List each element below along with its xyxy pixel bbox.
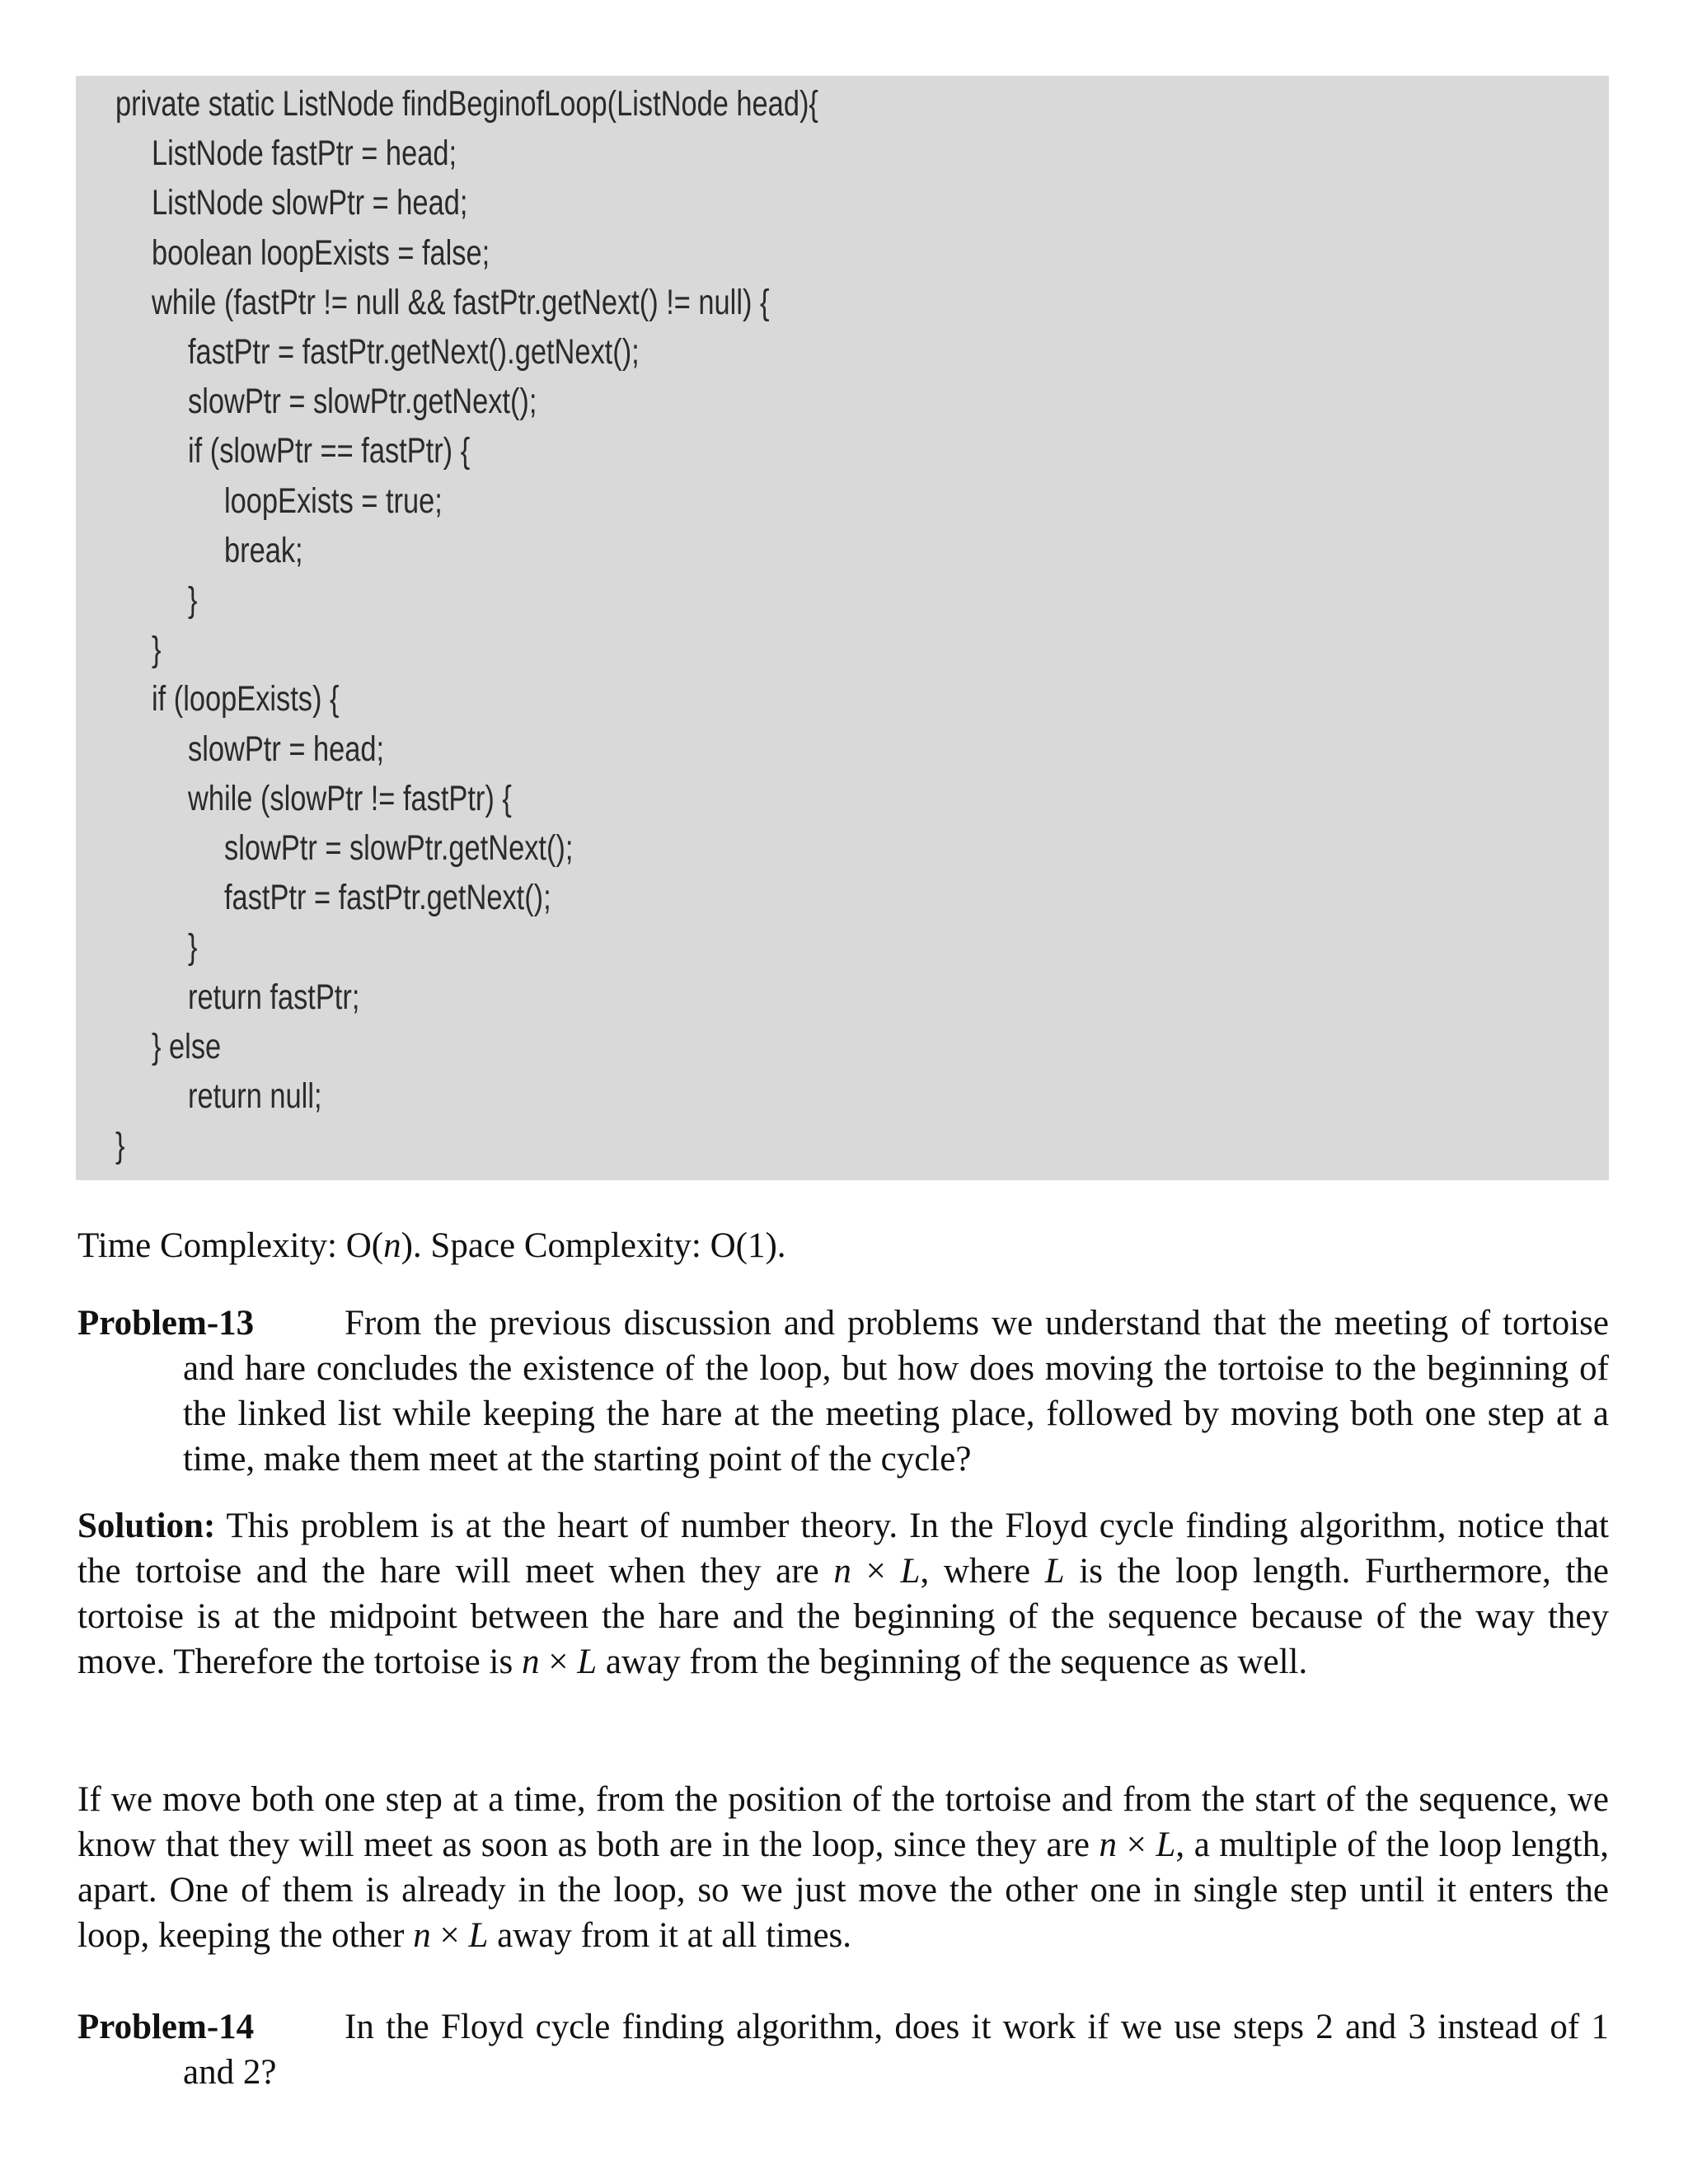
problem-14-label: Problem-14	[77, 2008, 255, 2046]
code-line: }	[115, 1126, 125, 1166]
math-times: ×	[430, 1916, 469, 1955]
solution-paragraph-2	[77, 1777, 1609, 1958]
code-line: while (fastPtr != null && fastPtr.getNext() != null) {	[152, 282, 770, 322]
math-n: n	[521, 1643, 540, 1681]
code-line: break;	[224, 530, 303, 570]
code-line: slowPtr = head;	[188, 729, 385, 769]
solution-label: Solution:	[77, 1507, 216, 1545]
code-line: ListNode fastPtr = head;	[152, 134, 457, 174]
code-line: if (slowPtr == fastPtr) {	[188, 431, 471, 471]
math-times: ×	[1117, 1825, 1156, 1864]
code-line: }	[188, 927, 198, 968]
code-line: fastPtr = fastPtr.getNext();	[224, 878, 551, 918]
code-line: }	[188, 580, 198, 620]
math-times: ×	[851, 1552, 901, 1591]
complexity-text-end: ). Space Complexity: O(1).	[401, 1226, 786, 1265]
math-L: L	[900, 1552, 921, 1591]
math-L: L	[1044, 1552, 1065, 1591]
problem-13	[77, 1301, 1609, 1482]
problem-13-label: Problem-13	[77, 1304, 255, 1343]
complexity-var: n	[383, 1226, 401, 1265]
code-block	[76, 76, 1609, 1180]
code-line: }	[152, 630, 162, 670]
code-line: slowPtr = slowPtr.getNext();	[188, 382, 537, 422]
problem-14	[77, 2004, 1609, 2095]
code-line: while (slowPtr != fastPtr) {	[188, 778, 512, 818]
math-L: L	[468, 1916, 489, 1955]
code-line: fastPtr = fastPtr.getNext().getNext();	[188, 332, 640, 372]
solution-text: This problem is at the heart of number theory. In the Floyd cycle finding algorithm, notice that the tortoise and the hare will meet when they are	[77, 1507, 1609, 1591]
solution-text: If we move both one step at a time, from the position of the tortoise and from the start of the sequence, we know that they will meet as soon as both are in the loop, since they are	[77, 1780, 1609, 1864]
math-n: n	[413, 1916, 431, 1955]
math-times: ×	[539, 1643, 578, 1681]
math-n: n	[833, 1552, 851, 1591]
code-line: boolean loopExists = false;	[152, 232, 490, 273]
complexity-line	[77, 1223, 1609, 1268]
solution-text: away from it at all times.	[488, 1916, 852, 1955]
code-line: } else	[152, 1026, 222, 1066]
math-L: L	[1156, 1825, 1176, 1864]
solution-text: , a multiple of the loop length, apart. One of them is already in the loop, so we just move the other one in single step until it enters the loop, keeping the other	[77, 1825, 1609, 1955]
math-n: n	[1099, 1825, 1118, 1864]
code-line: if (loopExists) {	[152, 679, 340, 719]
code-line: ListNode slowPtr = head;	[152, 183, 468, 223]
solution-text: is the loop length. Furthermore, the tortoise is at the midpoint between the hare and the beginning of the sequence because of the way they move. Therefore the tortoise is	[77, 1552, 1609, 1681]
solution-paragraph-1	[77, 1503, 1609, 1685]
code-line: return fastPtr;	[188, 977, 360, 1017]
code-line: return null;	[188, 1076, 322, 1116]
code-line: slowPtr = slowPtr.getNext();	[224, 828, 574, 868]
solution-text: away from the beginning of the sequence as well.	[597, 1643, 1308, 1681]
solution-text: , where	[920, 1552, 1045, 1591]
problem-13-text: From the previous discussion and problems we understand that the meeting of tortoise and hare concludes the existence of the loop, but how does moving the tortoise to the beginning of the linked list while keeping the hare at the meeting place, followed by moving both one step at a time, make them meet at the starting point of the cycle?	[183, 1304, 1609, 1479]
complexity-text: Time Complexity: O(	[77, 1226, 384, 1265]
code-line: private static ListNode findBeginofLoop(ListNode head){	[115, 84, 818, 124]
math-L: L	[577, 1643, 598, 1681]
code-line: loopExists = true;	[224, 480, 443, 521]
problem-14-text: In the Floyd cycle finding algorithm, does it work if we use steps 2 and 3 instead of 1 and 2?	[183, 2008, 1609, 2092]
